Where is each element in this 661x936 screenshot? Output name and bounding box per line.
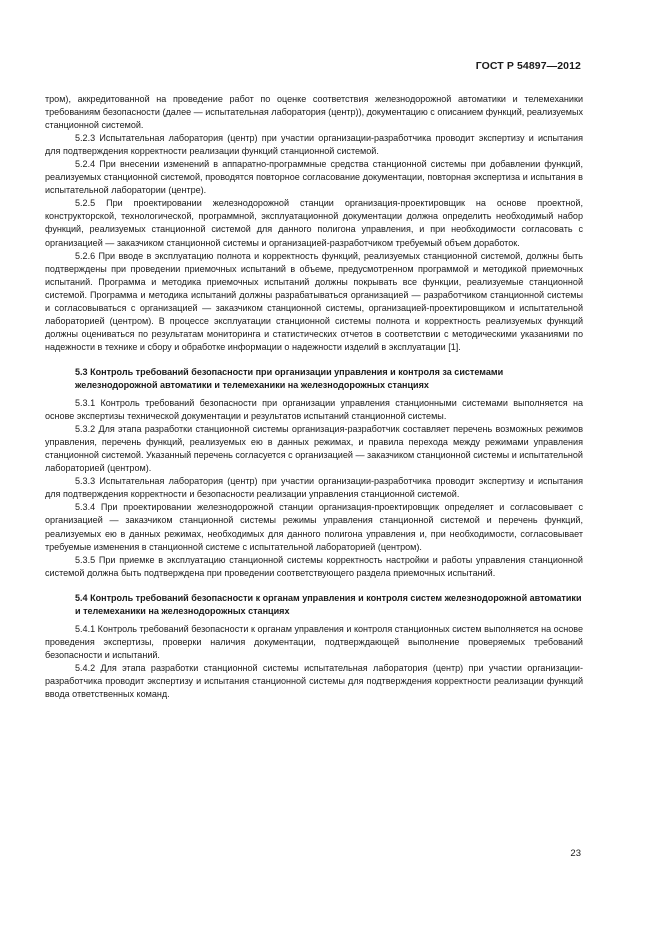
paragraph-5-3-1: 5.3.1 Контроль требований безопасности при организации управления станционными системами выполняется на основе экспертизы технической документации и результатов испытаний станционной системы.: [45, 398, 583, 422]
paragraph-5-3-4: 5.3.4 При проектировании железнодорожной станции организация-проектировщик определяет и согласовывает с организацией — заказчиком станционной системы режимы управления станционной системой и перечень функций, реализуемых ею в данных режимах, необходимых для данного полигона управления и, при необходимости, согласовывает требуемые изменения в станционной системе с испытательной лабораторией (центром).: [45, 502, 583, 552]
document-body: [45, 93, 583, 701]
section-heading-5-3: 5.3 Контроль требований безопасности при организации управления и контроля за системами железнодорожной автоматики и телемеханики на железнодорожных станциях: [75, 366, 504, 390]
paragraph-5-2-4: 5.2.4 При внесении изменений в аппаратно-программные средства станционной системы при добавлении функций, реализуемых станционной системой, проводятся повторное согласование документации, повторная экспертиза и испытания в испытательной лаборатории (центре).: [45, 159, 583, 196]
paragraph-5-4-1: 5.4.1 Контроль требований безопасности к органам управления и контроля станционных систем выполняется на основе проведения экспертизы, проверки наличия документации, подтверждающей выполнение проверяемых требований безопасности и испытаний.: [45, 623, 583, 660]
section-heading-5-4: 5.4 Контроль требований безопасности к органам управления и контроля систем железнодорожной автоматики и телемеханики на железнодорожных станциях: [75, 592, 582, 616]
standard-number: ГОСТ Р 54897—2012: [475, 60, 581, 72]
paragraph-5-2-5: 5.2.5 При проектировании железнодорожной станции организация-проектировщик на основе проектной, конструкторской, технологической, программной, эксплуатационной документации должна определить необходимый набор функций, реализуемых станционной системой для данного полигона управления, и при необходимости согласовать с организацией — заказчиком станционной системы и организацией-разработчиком требуемый объем доработок.: [45, 198, 583, 248]
paragraph-continuation: тром), аккредитованной на проведение работ по оценке соответствия железнодорожной автоматики и телемеханики требованиям безопасности (далее — испытательная лаборатория (центр)), документацию с описанием функций, реализуемых станционной системой.: [45, 94, 583, 131]
paragraph-5-4-2: 5.4.2 Для этапа разработки станционной системы испытательная лаборатория (центр) при участии организации-разработчика проводит экспертизу и испытания станционной системы для подтверждения корректности реализации функций ввода ответственных команд.: [45, 662, 583, 700]
paragraph-5-3-5: 5.3.5 При приемке в эксплуатацию станционной системы корректность настройки и работы управления станционной системой должна быть подтверждена при проведении соответствующего раздела приемочных испытаний.: [45, 554, 583, 578]
paragraph-5-3-3: 5.3.3 Испытательная лаборатория (центр) при участии организации-разработчика проводит экспертизу и испытания для подтверждения корректности и безопасности реализации управления станционной системой.: [45, 476, 583, 500]
page-number: 23: [570, 848, 581, 859]
paragraph-5-2-3: 5.2.3 Испытательная лаборатория (центр) при участии организации-разработчика проводит экспертизу и испытания для подтверждения корректности реализации функций станционной системой.: [45, 133, 583, 157]
paragraph-5-3-2: 5.3.2 Для этапа разработки станционной системы организация-разработчик составляет перечень возможных режимов управления, перечень функций, реализуемых ею в данных режимах, и правила перехода между режимами управления станционной системой. Указанный перечень согласуется с организацией — заказчиком станционной системы и испытательной лабораторией (центром).: [45, 424, 583, 474]
paragraph-5-2-6: 5.2.6 При вводе в эксплуатацию полнота и корректность функций, реализуемых станционной системой, должны быть подтверждены при проведении приемочных испытаний в объеме, предусмотренном программой и методикой приемочных испытаний. Программа и методика приемочных испытаний должны покрывать все функции, реализуемые станционной системой. Программа и методика испытаний должны разрабатываться организацией — разработчиком станционной системы и согласовываться с организацией — заказчиком станционной системы, организацией-проектировщиком и испытательной лабораторией (центром). В процессе эксплуатации станционной системы полнота и корректность реализуемых функций должны оцениваться по результатам мониторинга и статистических отчетов в соответствии с методическими указаниями по надежности в технике и сбору и обработке информации о надежности изделий в эксплуатации [1].: [45, 250, 583, 352]
